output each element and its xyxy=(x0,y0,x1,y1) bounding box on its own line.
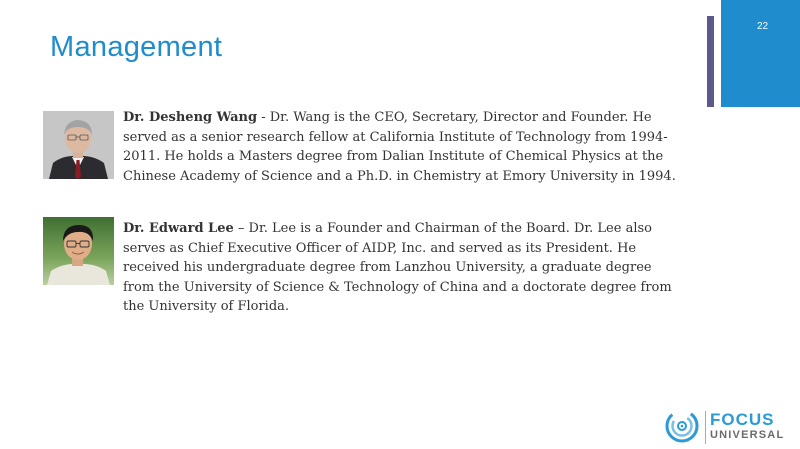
bio-edward-lee xyxy=(123,219,683,317)
bio-desheng-wang xyxy=(123,108,683,186)
bio-name: Dr. Edward Lee xyxy=(123,221,234,236)
logo-text-universal: UNIVERSAL xyxy=(710,429,785,441)
photo-edward-lee xyxy=(43,217,114,285)
logo-text-focus: FOCUS xyxy=(710,410,775,429)
bio-separator: – xyxy=(233,221,249,236)
bio-text: Dr. Lee is a Founder and Chairman of the Board. Dr. Lee also serves as Chief Executive Officer of AIDP, Inc. and served as its President. He received his undergraduate degree from Lanzhou University, a graduate degree from the University of Science & Technology of China and a doctorate degree from the University of Florida. xyxy=(123,221,672,314)
slide-title: Management xyxy=(50,31,223,63)
accent-bar xyxy=(707,16,714,107)
bio-name: Dr. Desheng Wang xyxy=(123,110,258,125)
logo-divider xyxy=(705,411,706,444)
page-number: 22 xyxy=(757,21,769,32)
bio-separator: - xyxy=(257,110,270,125)
bio-text: Dr. Wang is the CEO, Secretary, Director and Founder. He served as a senior research fellow at California Institute of Technology from 1994-2011. He holds a Masters degree from Dalian Institute of Chemical Physics at the Chinese Academy of Science and a Ph.D. in Chemistry at Emory University in 1994. xyxy=(123,110,676,184)
photo-desheng-wang xyxy=(43,111,114,179)
page-number-box xyxy=(721,0,800,107)
